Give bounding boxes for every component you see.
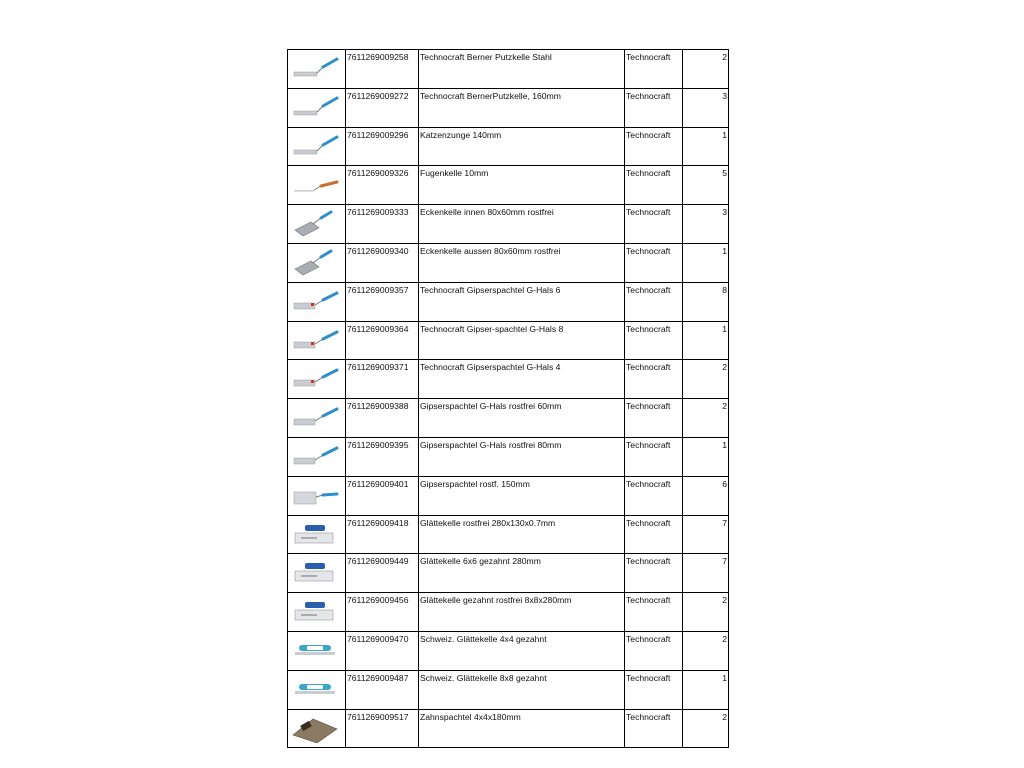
brand-cell: Technocraft <box>625 631 683 670</box>
brand-cell: Technocraft <box>625 243 683 282</box>
quantity-cell: 8 <box>683 282 729 321</box>
description-cell: Schweiz. Glättekelle 4x4 gezahnt <box>419 631 625 670</box>
table-row <box>288 709 729 748</box>
table-row <box>288 50 729 89</box>
jointer-orange-icon <box>291 169 341 199</box>
quantity-cell: 1 <box>683 670 729 709</box>
brand-cell: Technocraft <box>625 593 683 632</box>
table-row <box>288 515 729 554</box>
table-row <box>288 127 729 166</box>
quantity-cell: 2 <box>683 709 729 748</box>
ean-cell: 7611269009364 <box>346 321 419 360</box>
description-cell: Glättekelle gezahnt rostfrei 8x8x280mm <box>419 593 625 632</box>
product-image-cell <box>288 554 346 593</box>
description-cell: Glättekelle rostfrei 280x130x0.7mm <box>419 515 625 554</box>
table-row <box>288 631 729 670</box>
product-image-cell <box>288 282 346 321</box>
product-image-cell <box>288 166 346 205</box>
table-row <box>288 166 729 205</box>
description-cell: Eckenkelle aussen 80x60mm rostfrei <box>419 243 625 282</box>
ean-cell: 7611269009487 <box>346 670 419 709</box>
brand-cell: Technocraft <box>625 205 683 244</box>
quantity-cell: 1 <box>683 437 729 476</box>
ean-cell: 7611269009333 <box>346 205 419 244</box>
brand-cell: Technocraft <box>625 88 683 127</box>
product-image-cell <box>288 399 346 438</box>
ean-cell: 7611269009517 <box>346 709 419 748</box>
brand-cell: Technocraft <box>625 399 683 438</box>
quantity-cell: 2 <box>683 399 729 438</box>
table-row <box>288 399 729 438</box>
corner-trowel-icon <box>291 247 341 277</box>
ean-cell: 7611269009401 <box>346 476 419 515</box>
notched-spreader-icon <box>291 713 341 743</box>
corner-trowel-icon <box>291 208 341 238</box>
trowel-blue-icon <box>291 53 341 83</box>
ean-cell: 7611269009371 <box>346 360 419 399</box>
ean-cell: 7611269009258 <box>346 50 419 89</box>
product-image-cell <box>288 88 346 127</box>
table-row <box>288 437 729 476</box>
quantity-cell: 7 <box>683 554 729 593</box>
float-trowel-icon <box>291 519 341 549</box>
product-image-cell <box>288 670 346 709</box>
table-row <box>288 360 729 399</box>
description-cell: Gipserspachtel G-Hals rostfrei 80mm <box>419 437 625 476</box>
brand-cell: Technocraft <box>625 515 683 554</box>
brand-cell: Technocraft <box>625 709 683 748</box>
product-image-cell <box>288 593 346 632</box>
brand-cell: Technocraft <box>625 166 683 205</box>
description-cell: Gipserspachtel G-Hals rostfrei 60mm <box>419 399 625 438</box>
quantity-cell: 3 <box>683 88 729 127</box>
ean-cell: 7611269009449 <box>346 554 419 593</box>
trowel-blue-icon <box>291 131 341 161</box>
table-row <box>288 321 729 360</box>
product-image-cell <box>288 515 346 554</box>
swiss-float-icon <box>291 635 341 665</box>
quantity-cell: 3 <box>683 205 729 244</box>
table-row <box>288 88 729 127</box>
quantity-cell: 1 <box>683 243 729 282</box>
float-trowel-icon <box>291 596 341 626</box>
brand-cell: Technocraft <box>625 554 683 593</box>
product-image-cell <box>288 127 346 166</box>
brand-cell: Technocraft <box>625 360 683 399</box>
quantity-cell: 1 <box>683 321 729 360</box>
quantity-cell: 2 <box>683 593 729 632</box>
ean-cell: 7611269009326 <box>346 166 419 205</box>
spatula-red-icon <box>291 363 341 393</box>
ean-cell: 7611269009456 <box>346 593 419 632</box>
product-image-cell <box>288 205 346 244</box>
quantity-cell: 7 <box>683 515 729 554</box>
trowel-blue-icon <box>291 92 341 122</box>
description-cell: Technocraft Gipserspachtel G-Hals 6 <box>419 282 625 321</box>
description-cell: Technocraft Berner Putzkelle Stahl <box>419 50 625 89</box>
description-cell: Eckenkelle innen 80x60mm rostfrei <box>419 205 625 244</box>
brand-cell: Technocraft <box>625 437 683 476</box>
spatula-blue-icon <box>291 441 341 471</box>
product-image-cell <box>288 437 346 476</box>
description-cell: Zahnspachtel 4x4x180mm <box>419 709 625 748</box>
product-image-cell <box>288 50 346 89</box>
product-image-cell <box>288 360 346 399</box>
table-row <box>288 554 729 593</box>
table-row <box>288 593 729 632</box>
brand-cell: Technocraft <box>625 321 683 360</box>
spatula-red-icon <box>291 286 341 316</box>
table-row <box>288 670 729 709</box>
ean-cell: 7611269009272 <box>346 88 419 127</box>
quantity-cell: 2 <box>683 631 729 670</box>
spatula-red-icon <box>291 325 341 355</box>
quantity-cell: 5 <box>683 166 729 205</box>
table-row <box>288 476 729 515</box>
product-image-cell <box>288 321 346 360</box>
ean-cell: 7611269009296 <box>346 127 419 166</box>
spatula-wide-icon <box>291 480 341 510</box>
quantity-cell: 1 <box>683 127 729 166</box>
table-row <box>288 282 729 321</box>
product-image-cell <box>288 243 346 282</box>
inventory-table-body <box>288 50 729 748</box>
quantity-cell: 2 <box>683 360 729 399</box>
description-cell: Katzenzunge 140mm <box>419 127 625 166</box>
product-image-cell <box>288 631 346 670</box>
quantity-cell: 2 <box>683 50 729 89</box>
description-cell: Fugenkelle 10mm <box>419 166 625 205</box>
description-cell: Technocraft BernerPutzkelle, 160mm <box>419 88 625 127</box>
quantity-cell: 6 <box>683 476 729 515</box>
brand-cell: Technocraft <box>625 50 683 89</box>
description-cell: Gipserspachtel rostf. 150mm <box>419 476 625 515</box>
spatula-blue-icon <box>291 402 341 432</box>
brand-cell: Technocraft <box>625 476 683 515</box>
brand-cell: Technocraft <box>625 670 683 709</box>
ean-cell: 7611269009357 <box>346 282 419 321</box>
swiss-float-icon <box>291 674 341 704</box>
description-cell: Schweiz. Glättekelle 8x8 gezahnt <box>419 670 625 709</box>
ean-cell: 7611269009388 <box>346 399 419 438</box>
inventory-table <box>287 49 729 748</box>
ean-cell: 7611269009395 <box>346 437 419 476</box>
brand-cell: Technocraft <box>625 127 683 166</box>
float-trowel-icon <box>291 557 341 587</box>
description-cell: Technocraft Gipser-spachtel G-Hals 8 <box>419 321 625 360</box>
table-row <box>288 205 729 244</box>
description-cell: Technocraft Gipserspachtel G-Hals 4 <box>419 360 625 399</box>
product-image-cell <box>288 709 346 748</box>
brand-cell: Technocraft <box>625 282 683 321</box>
description-cell: Glättekelle 6x6 gezahnt 280mm <box>419 554 625 593</box>
ean-cell: 7611269009340 <box>346 243 419 282</box>
ean-cell: 7611269009470 <box>346 631 419 670</box>
product-image-cell <box>288 476 346 515</box>
table-row <box>288 243 729 282</box>
ean-cell: 7611269009418 <box>346 515 419 554</box>
